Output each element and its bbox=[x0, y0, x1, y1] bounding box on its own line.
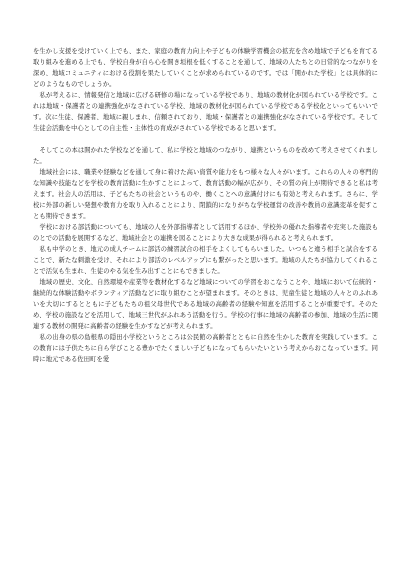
paragraph-8: 私の出身の県の島根県の隠田小学校というところは公民館の高齢者とともに自然を生かした教育を実践しています。この教育には子供たちに自ら学びことる豊かでたくましい子どもになってもらいたいという考えからおこなっています。同時に地元である佐田町を愛 bbox=[33, 334, 378, 363]
document-page bbox=[33, 46, 378, 365]
paragraph-7: 地域の歴史、文化、自然環境や産業等を教材化するなど地域についての学習をおこなうことや、地域において伝統的・継続的な体験活動やボランティア活動などに取り組むことが望まれます。そのときは、児童生徒と地域の人々とのふれあいを大切にするとともに子どもたちの祖父母世代である地域の高齢者の経験や知恵を活用することが重要です。そのため、学校の施設などを活用して、地域三世代がふれあう活動を行う。学校の行事に地域の高齢者の参加、地域の生活に関連する教材の開発に高齢者の経験を生かすなどが考えられます。 bbox=[33, 279, 378, 330]
paragraph-5: 学校における部活動についても、地域の人を外部指導者として活用するほか、学校外の優れた指導者や充実した施設ものとでの活動を展開するなど、地域社会との連携を図ることにより大きな成果が得られると考えられます。 bbox=[33, 224, 378, 242]
paragraph-1: を生かし支援を受けていく上でも、また、家庭の教育力向上や子どもの体験学習機会の拡充を含め地域で子どもを育てる取り組みを進める上でも、学校自身が自ら心を開き垣根を低くすることを通して、地域の人たちとの日常的なつながりを深め、地域コミュニティにおける役割を果たしていくことが求められているのです。では「開かれた学校」とは具体的にどのようなものでしょうか。 bbox=[33, 48, 378, 88]
paragraph-2: 私が考えるに、情報発信と地域に広げる研修の場になっている学校であり、地域の教材化が図られている学校です。これは地域・保護者との連携強化がなされている学校、地域の教材化が図られている学校である学校化といってもいいです。次に生徒、保護者、地域に親しまれ、信頼されており、地域・保護者との連携強化がなされている学校です。そして生徒会活動を中心としての自主性・主体性の育成がされている学校であると思います。 bbox=[33, 92, 378, 132]
paragraph-4: 地域社会には、職業や経験などを通して身に着けた高い資質や能力をもつ様々な人々がいます。これらの人々の専門的な知識や技能などを学校の教育活動に生かすことによって、教育活動の幅が広がり、その質の向上が期待できると私は考えます。社会人の活用は、子どもたちの社会というものや、働くことへの意識付けにも有効と考えられます。さらに、学校に外部の新しい発想や教育力を取り入れることにより、閉鎖的になりがちな学校運営の改善や教員の意識変革を促すことも期待できます。 bbox=[33, 169, 378, 220]
paragraph-gap bbox=[33, 134, 378, 145]
paragraph-3: そしてこの本は開かれた学校などを通して、私に学校と地域のつながり、連携というものを改めて考えさせてくれました。 bbox=[33, 147, 378, 165]
paragraph-6: 私も中学のとき、地元の成人チームに部活の練習試合の相手をよくしてもらいました。いつもと違う相手と試合をすることで、新たな刺激を受け、それにより部活のレベルアップにも繋がったと思います。地域の人たちが協力してくれることで活気も生まれ、生徒のやる気を生み出すことにもできました。 bbox=[33, 246, 378, 275]
